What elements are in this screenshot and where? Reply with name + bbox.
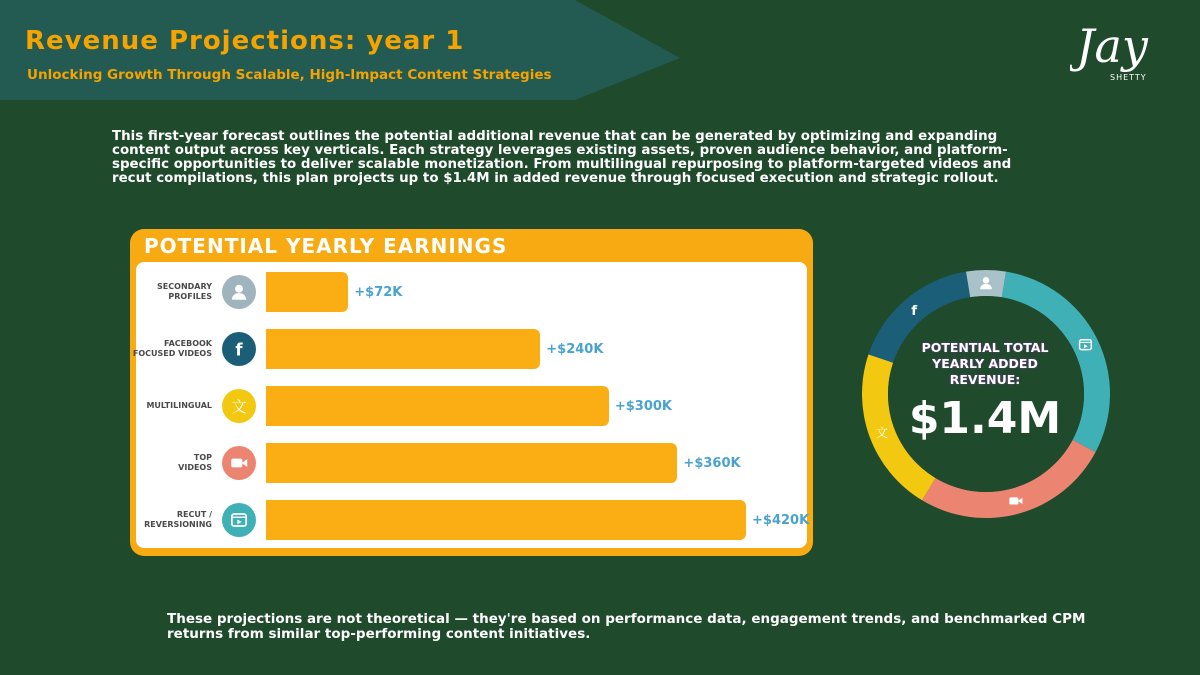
recut-video-icon xyxy=(228,509,250,531)
svg-text:文: 文 xyxy=(875,425,889,441)
video-camera-icon xyxy=(228,452,250,474)
donut-slice xyxy=(966,270,1006,297)
earnings-panel xyxy=(130,229,813,556)
svg-text:f: f xyxy=(911,302,918,319)
brand-logo xyxy=(1070,12,1185,97)
page-subtitle: Unlocking Growth Through Scalable, High-Impact Content Strategies xyxy=(27,67,552,83)
recut-video-icon-badge xyxy=(222,503,256,537)
person-icon-badge xyxy=(222,275,256,309)
facebook-icon-slice-marker xyxy=(911,303,917,319)
facebook-icon xyxy=(228,338,250,360)
logo-script: Jay xyxy=(1076,19,1148,73)
donut-center-value: $1.4M xyxy=(908,393,1062,444)
footer-note: These projections are not theoretical — they're based on performance data, engagement trends, and benchmarked CPM returns from similar top-performing content initiatives. xyxy=(167,611,1086,642)
translate-icon-slice-marker xyxy=(876,425,889,440)
bar xyxy=(266,443,677,483)
bar-value-label: +$72K xyxy=(354,285,403,300)
translate-icon xyxy=(228,395,250,417)
bar-category-label: MULTILINGUAL xyxy=(146,401,212,410)
bar-value-label: +$300K xyxy=(614,399,672,414)
donut-center-label: POTENTIAL TOTAL YEARLY ADDED REVENUE: xyxy=(921,340,1049,387)
page-title: Revenue Projections: year 1 xyxy=(25,26,465,56)
bar-value-label: +$420K xyxy=(752,513,810,528)
logo-subtext: SHETTY xyxy=(1110,73,1147,82)
video-camera-icon-badge xyxy=(222,446,256,480)
bar-chart-area xyxy=(132,262,810,548)
bar-category-label: FACEBOOK FOCUSED VIDEOS xyxy=(132,339,212,358)
panel-title: POTENTIAL YEARLY EARNINGS xyxy=(144,234,508,258)
person-icon xyxy=(228,281,250,303)
facebook-icon-badge xyxy=(222,332,256,366)
translate-icon xyxy=(876,425,889,440)
bar-category-label: RECUT / REVERSIONING xyxy=(144,510,212,529)
bar xyxy=(266,386,609,426)
svg-text:f: f xyxy=(235,340,243,360)
bar xyxy=(266,272,348,312)
bar-value-label: +$240K xyxy=(546,342,604,357)
title-banner xyxy=(0,0,680,100)
bar-value-label: +$360K xyxy=(683,456,741,471)
bar-category-label: SECONDARY PROFILES xyxy=(157,282,212,301)
bar xyxy=(266,500,746,540)
translate-icon-badge xyxy=(222,389,256,423)
bar xyxy=(266,329,540,369)
bar-category-label: TOP VIDEOS xyxy=(178,453,212,472)
facebook-icon xyxy=(911,303,917,319)
svg-text:文: 文 xyxy=(231,398,247,417)
intro-paragraph: This first-year forecast outlines the potential additional revenue that can be generated by optimizing and expanding content output across key verticals. Each strategy leverages existing assets, proven audience behavior, and platform-specific opportunities to deliver scalable monetization. From multilingual repurposing to platform-targeted videos and recut compilations, this plan projects up to $1.4M in added revenue through focused execution and strategic rollout. xyxy=(112,129,1012,186)
